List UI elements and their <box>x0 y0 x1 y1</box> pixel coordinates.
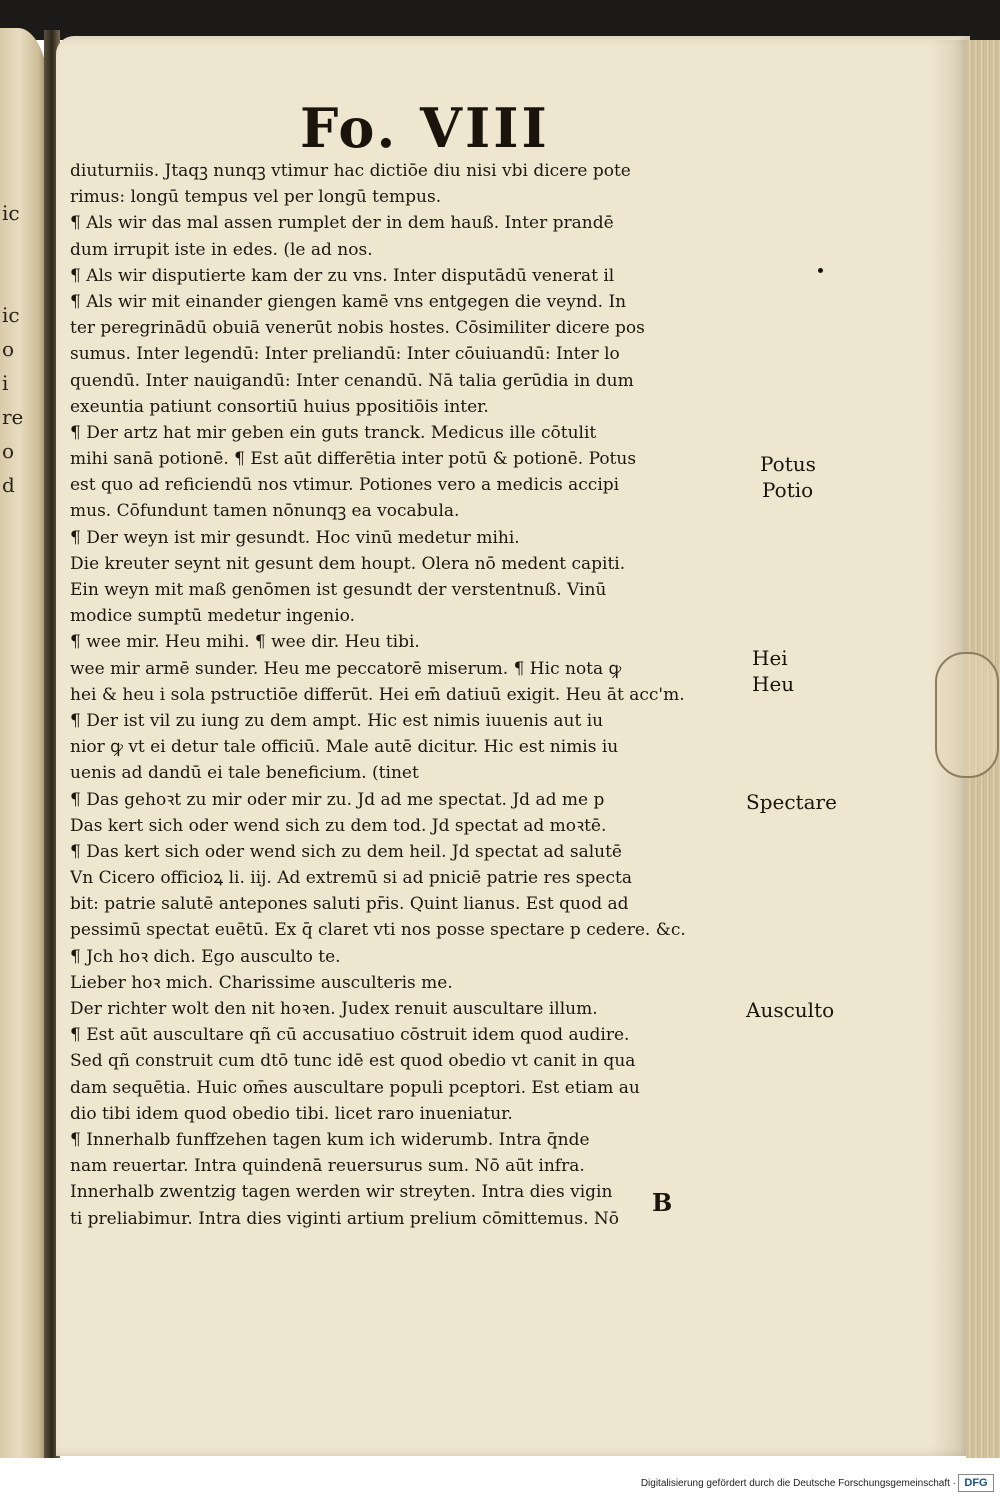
text-line: Lieber hoꝛ mich. Charissime ausculteris me. <box>70 972 453 993</box>
text-line: dam sequētia. Huic om̄es auscultare populi pceptori. Est etiam au <box>70 1077 640 1098</box>
text-line: wee mir armē sunder. Heu me peccatorē miserum. ¶ Hic nota ꝙ <box>70 658 622 679</box>
left-page-fragment: i <box>2 371 9 395</box>
left-page-fragment: d <box>2 473 15 497</box>
text-line: ¶ Als wir disputierte kam der zu vns. Inter disputādū venerat il <box>70 265 615 286</box>
gloss-potio: Potio <box>762 478 814 502</box>
text-line: sumus. Inter legendū: Inter preliandū: Inter cōuiuandū: Inter lo <box>70 344 620 365</box>
text-line: bit: patrie salutē antepones saluti pr̄is. Quint lianus. Est quod ad <box>70 894 629 915</box>
scanner-background <box>0 0 1000 40</box>
text-line: Die kreuter seynt nit gesunt dem houpt. Olera nō medent capiti. <box>70 553 626 574</box>
text-line: uenis ad dandū ei tale beneficium. (tinet <box>70 763 419 784</box>
text-line: ¶ Als wir das mal assen rumplet der in dem hauß. Inter prandē <box>70 213 614 234</box>
text-line: dum irrupit iste in edes. (le ad nos. <box>70 239 373 260</box>
text-line: ¶ Innerhalb funffzehen tagen kum ich widerumb. Intra q̄nde <box>70 1129 590 1150</box>
text-line: ¶ Als wir mit einander giengen kamē vns entgegen die veynd. In <box>70 291 627 312</box>
text-line: hei & heu i sola pstructiōe differūt. Hei em̄ datiuū exigit. Heu āt acc'm. <box>70 684 685 705</box>
text-line: nior ꝙ vt ei detur tale officiū. Male autē dicitur. Hic est nimis iu <box>70 737 619 758</box>
text-line: pessimū spectat euētū. Ex q̄ claret vti nos posse spectare p cedere. &c. <box>70 920 686 941</box>
text-line: ¶ Der artz hat mir geben ein guts tranck. Medicus ille cōtulit <box>70 422 597 443</box>
left-page-fragment: re <box>2 405 24 429</box>
dfg-logo: DFG <box>958 1474 994 1492</box>
text-line: diuturniis. Jtaqꝫ nunqꝫ vtimur hac dictiōe diu nisi vbi dicere pote <box>70 161 631 181</box>
text-line: est quo ad reficiendū nos vtimur. Potiones vero a medicis accipi <box>70 475 620 496</box>
gloss-hei: Hei <box>752 646 788 670</box>
text-line: rimus: longū tempus vel per longū tempus. <box>70 187 442 208</box>
text-line: ¶ Der ist vil zu iung zu dem ampt. Hic est nimis iuuenis aut iu <box>70 710 604 731</box>
text-line: quendū. Inter nauigandū: Inter cenandū. Nā talia gerūdia in dum <box>70 370 634 391</box>
left-page-fragment: ic <box>2 303 20 327</box>
folio-heading: Fo. VIII <box>300 96 550 160</box>
left-facing-page-edge <box>0 28 48 1458</box>
text-line: ¶ Das kert sich oder wend sich zu dem heil. Jd spectat ad salutē <box>70 841 622 862</box>
text-line: Ein weyn mit maß genōmen ist gesundt der verstentnuß. Vinū <box>70 580 607 600</box>
text-line: nam reuertar. Intra quindenā reuersurus sum. Nō aūt infra. <box>70 1156 585 1177</box>
text-line: mus. Cōfundunt tamen nōnunqꝫ ea vocabula. <box>70 501 460 522</box>
gloss-heu: Heu <box>752 672 795 696</box>
signature-mark: B <box>652 1188 673 1217</box>
left-page-fragment: o <box>2 439 15 463</box>
left-page-fragment: ic <box>2 201 20 225</box>
text-line: Vn Cicero officioꝝ li. iij. Ad extremū si ad pniciē patrie res specta <box>70 868 632 889</box>
text-line: ¶ Das gehoꝛt zu mir oder mir zu. Jd ad me spectat. Jd ad me p <box>70 789 605 810</box>
text-line: Innerhalb zwentzig tagen werden wir streyten. Intra dies vigin <box>70 1182 613 1203</box>
text-line: ¶ wee mir. Heu mihi. ¶ wee dir. Heu tibi. <box>70 632 420 653</box>
text-line: Sed qñ construit cum dtō tunc idē est quod obedio vt canit in qua <box>70 1051 636 1072</box>
text-line: modice sumptū medetur ingenio. <box>70 606 356 627</box>
gloss-potus: Potus <box>760 452 816 476</box>
page-clip-mark <box>935 652 999 778</box>
text-line: ter peregrinādū obuiā venerūt nobis hostes. Cōsimiliter dicere pos <box>70 318 645 339</box>
text-line: Das kert sich oder wend sich zu dem tod. Jd spectat ad moꝛtē. <box>70 815 607 836</box>
gloss-ausculto: Ausculto <box>746 998 835 1022</box>
gloss-spectare: Spectare <box>746 790 837 814</box>
text-line: ¶ Est aūt auscultare qñ cū accusatiuo cōstruit idem quod audire. <box>70 1025 630 1046</box>
text-line: mihi sanā potionē. ¶ Est aūt differētia inter potū & potionē. Potus <box>70 449 637 470</box>
text-line: exeuntia patiunt consortiū huius ppositiōis inter. <box>70 396 489 417</box>
text-line: dio tibi idem quod obedio tibi. licet raro inueniatur. <box>70 1103 513 1124</box>
text-line: ti preliabimur. Intra dies viginti artium prelium cōmittemus. Nō <box>70 1208 620 1229</box>
text-line: ¶ Jch hoꝛ dich. Ego ausculto te. <box>70 946 341 967</box>
left-page-fragment: o <box>2 337 15 361</box>
margin-dot <box>818 268 823 273</box>
text-line: ¶ Der weyn ist mir gesundt. Hoc vinū medetur mihi. <box>70 527 520 548</box>
footer-credit: Digitalisierung gefördert durch die Deutsche Forschungsgemeinschaft · <box>640 1478 956 1489</box>
body-text-block <box>70 158 750 1232</box>
text-line: Der richter wolt den nit hoꝛen. Judex renuit auscultare illum. <box>70 999 598 1019</box>
